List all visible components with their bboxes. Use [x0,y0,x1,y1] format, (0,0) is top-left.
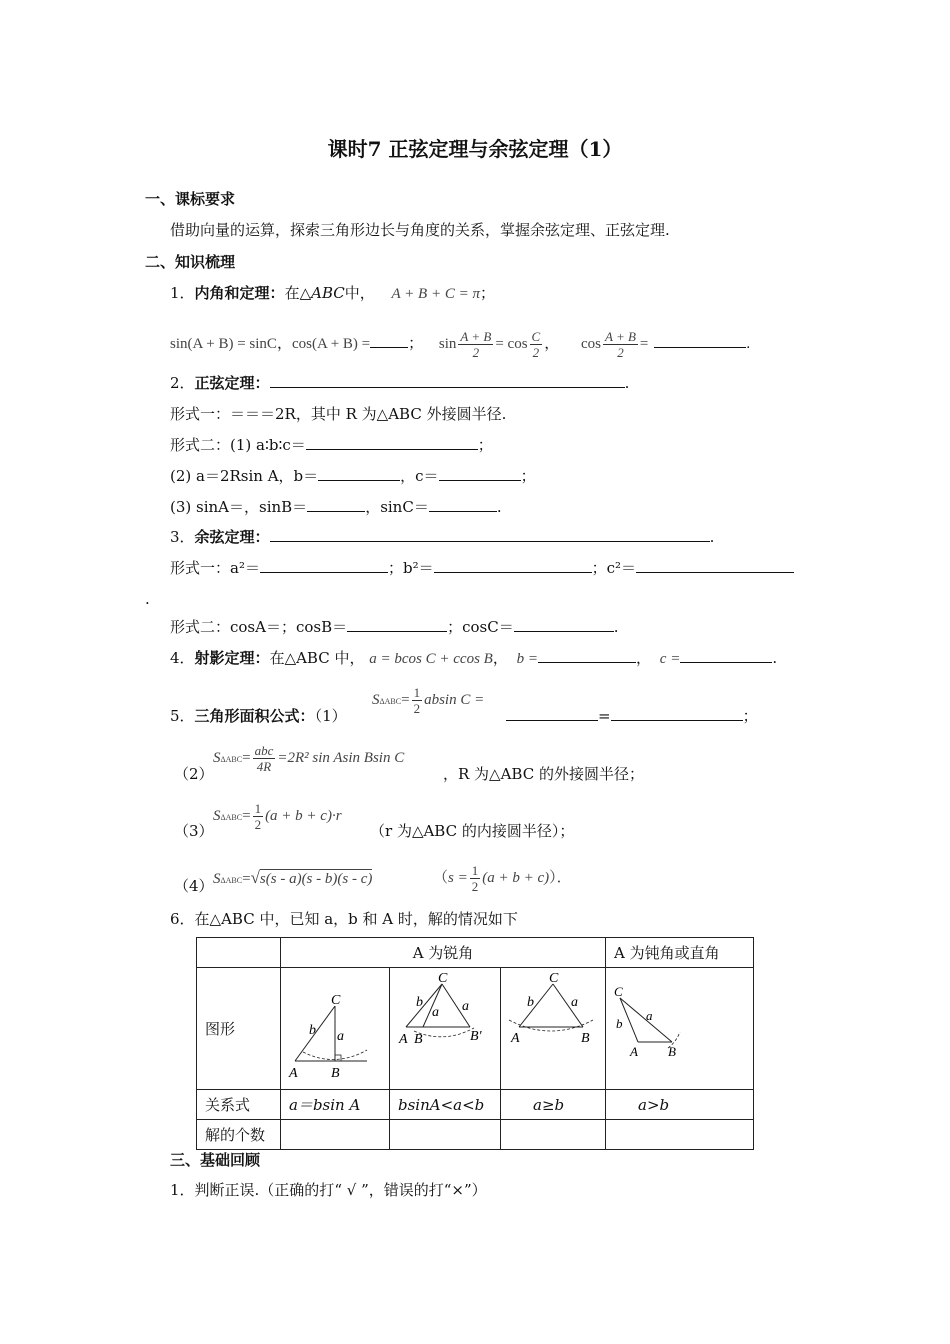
blank-cosine-law [270,527,710,542]
area-formula-3: SΔABC= $\frac{1}{2}$ (a + b + c)·r [213,801,342,833]
sine-form1: 形式一：＝＝＝2R，其中 R 为△ABC 外接圆半径. [170,405,507,423]
header-acute: A 为锐角 [281,938,606,968]
cos-half-formula: cos $\frac{A + B}{2}$ = [580,329,649,361]
svg-text:A: A [399,1032,408,1047]
row-label-count: 解的个数 [197,1120,281,1150]
svg-text:A: A [630,1044,638,1059]
svg-text:b: b [527,995,534,1010]
svg-text:C: C [438,971,448,986]
blank-sinB [307,497,365,512]
svg-text:a: a [432,1005,439,1020]
sin-sum-formula: sin(A + B) = sinC [170,336,277,352]
area-formula-heron: SΔABC=√s(s - a)(s - b)(s - c) [213,868,373,887]
sine-form2: 形式二：(1) a∶b∶c＝ ； [170,436,493,454]
svg-text:a: a [646,1008,653,1023]
svg-text:C: C [614,984,623,999]
curriculum-text: 借助向量的运算，探索三角形边长与角度的关系，掌握余弦定理、正弦定理. [170,221,670,239]
blank-cos-sum [370,333,408,348]
area-item4-num: （4） [174,877,214,895]
svg-text:A: A [511,1031,520,1046]
triangle-figure-one [501,968,605,1085]
count-cell-2 [390,1120,501,1150]
projection-formula-b: b = [516,651,538,667]
header-obtuse: A 为钝角或直角 [606,938,754,968]
area-item2-note: ，R 为△ABC 的外接圆半径； [443,765,644,783]
svg-text:B': B' [470,1029,482,1044]
figure-one-solution [501,968,606,1090]
review-question-1: 1．判断正误.（正确的打“ √ ”，错误的打“×”） [170,1181,487,1199]
relation-two: bsinA<a<b [390,1090,501,1120]
section-heading-curriculum: 一、课标要求 [145,190,236,208]
blank-b2 [434,558,592,573]
svg-text:B: B [581,1031,590,1046]
item2-line1: 2．正弦定理： . [170,374,630,392]
sine-form2-line2: (2) a＝2Rsin A，b＝ ，c＝ ； [170,467,536,485]
svg-text:b: b [416,995,423,1010]
blank-c2 [636,558,794,573]
relation-right: a＝bsin A [281,1090,390,1120]
projection-formula-c: c = [659,651,681,667]
sine-form2-line3: (3) sinA＝，sinB＝ ，sinC＝ . [170,498,502,516]
section-heading-knowledge: 二、知识梳理 [145,253,236,271]
relation-obtuse: a>b [606,1090,754,1120]
svg-text:C: C [331,993,341,1008]
svg-text:B: B [331,1066,340,1081]
svg-text:b: b [309,1023,316,1038]
blank-cosB [347,617,447,632]
triangle-figure-right [281,968,389,1085]
angle-sum-formula: A + B + C = π [391,286,480,302]
row-label-relation: 关系式 [197,1090,281,1120]
blank-a2 [260,558,388,573]
count-cell-3 [501,1120,606,1150]
area-formula-2: SΔABC= $\frac{\text{abc}}{4R}$ =2R² sin Asin Bsin C [213,743,405,775]
area-item2-num: （2） [174,765,214,783]
section-heading-review: 三、基础回顾 [170,1151,261,1169]
item6-text: 6．在△ABC 中，已知 a，b 和 A 时，解的情况如下 [170,910,518,928]
count-cell-4 [606,1120,754,1150]
cosine-form2: 形式二：cosA＝；cosB＝ ；cosC＝ . [170,618,619,636]
svg-text:A: A [289,1066,298,1081]
svg-text:a: a [337,1029,344,1044]
blank-cos-half [654,333,746,348]
count-cell-1 [281,1120,390,1150]
svg-text:a: a [571,995,578,1010]
triangle-figure-obtuse [606,968,753,1085]
triangle-figure-two [390,968,500,1085]
area-item3-num: （3） [174,822,214,840]
row-label-figure: 图形 [197,968,281,1090]
svg-text:B: B [414,1032,423,1047]
area-item3-note: （r 为△ABC 的内接圆半径）； [370,822,575,840]
semi-perimeter-formula: （s = $\frac{1}{2}$ (a + b + c)）． [433,863,572,895]
blank-ratio [306,435,478,450]
item5-label: 5．三角形面积公式：（1） [170,707,347,725]
blank-sine-law [270,373,625,388]
blank-c [439,466,521,481]
table-corner-cell [197,938,281,968]
cosine-form1-trail: . [145,590,150,608]
figure-two-solutions [390,968,501,1090]
blank-sinC [429,497,497,512]
figure-one-right [281,968,390,1090]
blank-proj-c [680,648,772,663]
blank-b [318,466,400,481]
page-title: 课时7 正弦定理与余弦定理（1） [327,137,623,161]
item4-line: 4．射影定理：在△ABC 中， a = bcos C + ccos B， b = ， c = . [170,649,778,667]
svg-text:b: b [616,1016,623,1031]
blank-cosC [514,617,614,632]
item3-line1: 3．余弦定理： . [170,528,715,546]
svg-text:C: C [549,971,559,986]
sin-half-formula: sin $\frac{A + B}{2}$ = cos $\frac{C}{2}$ [438,329,541,361]
item1-line2: sin(A + B) = sinC，cos(A + B) = ； sin $\frac{A + B}{2}$ = cos $\frac{C}{2}$ ， cos $\frac{A + B}{2}$ = . [170,329,751,361]
blank-area-1a [506,706,598,721]
relation-one: a≥b [501,1090,606,1120]
area-formula-1: SΔABC= $\frac{1}{2}$ absin C = [372,685,485,717]
cos-sum-formula: cos(A + B) = [291,336,371,352]
svg-text:B: B [668,1044,676,1059]
item1-line1: 1．内角和定理：在△ABC中， A + B + C = π； [170,284,495,302]
svg-text:a: a [462,999,469,1014]
area-formula-1-blanks: = ； [506,706,758,726]
solution-cases-table [196,937,754,1150]
projection-formula-a: a = bcos C + ccos B [369,651,493,667]
figure-obtuse [606,968,754,1090]
cosine-form1: 形式一：a²＝ ；b²＝ ；c²＝ [170,558,794,578]
blank-proj-b [538,648,636,663]
blank-area-1b [611,706,743,721]
